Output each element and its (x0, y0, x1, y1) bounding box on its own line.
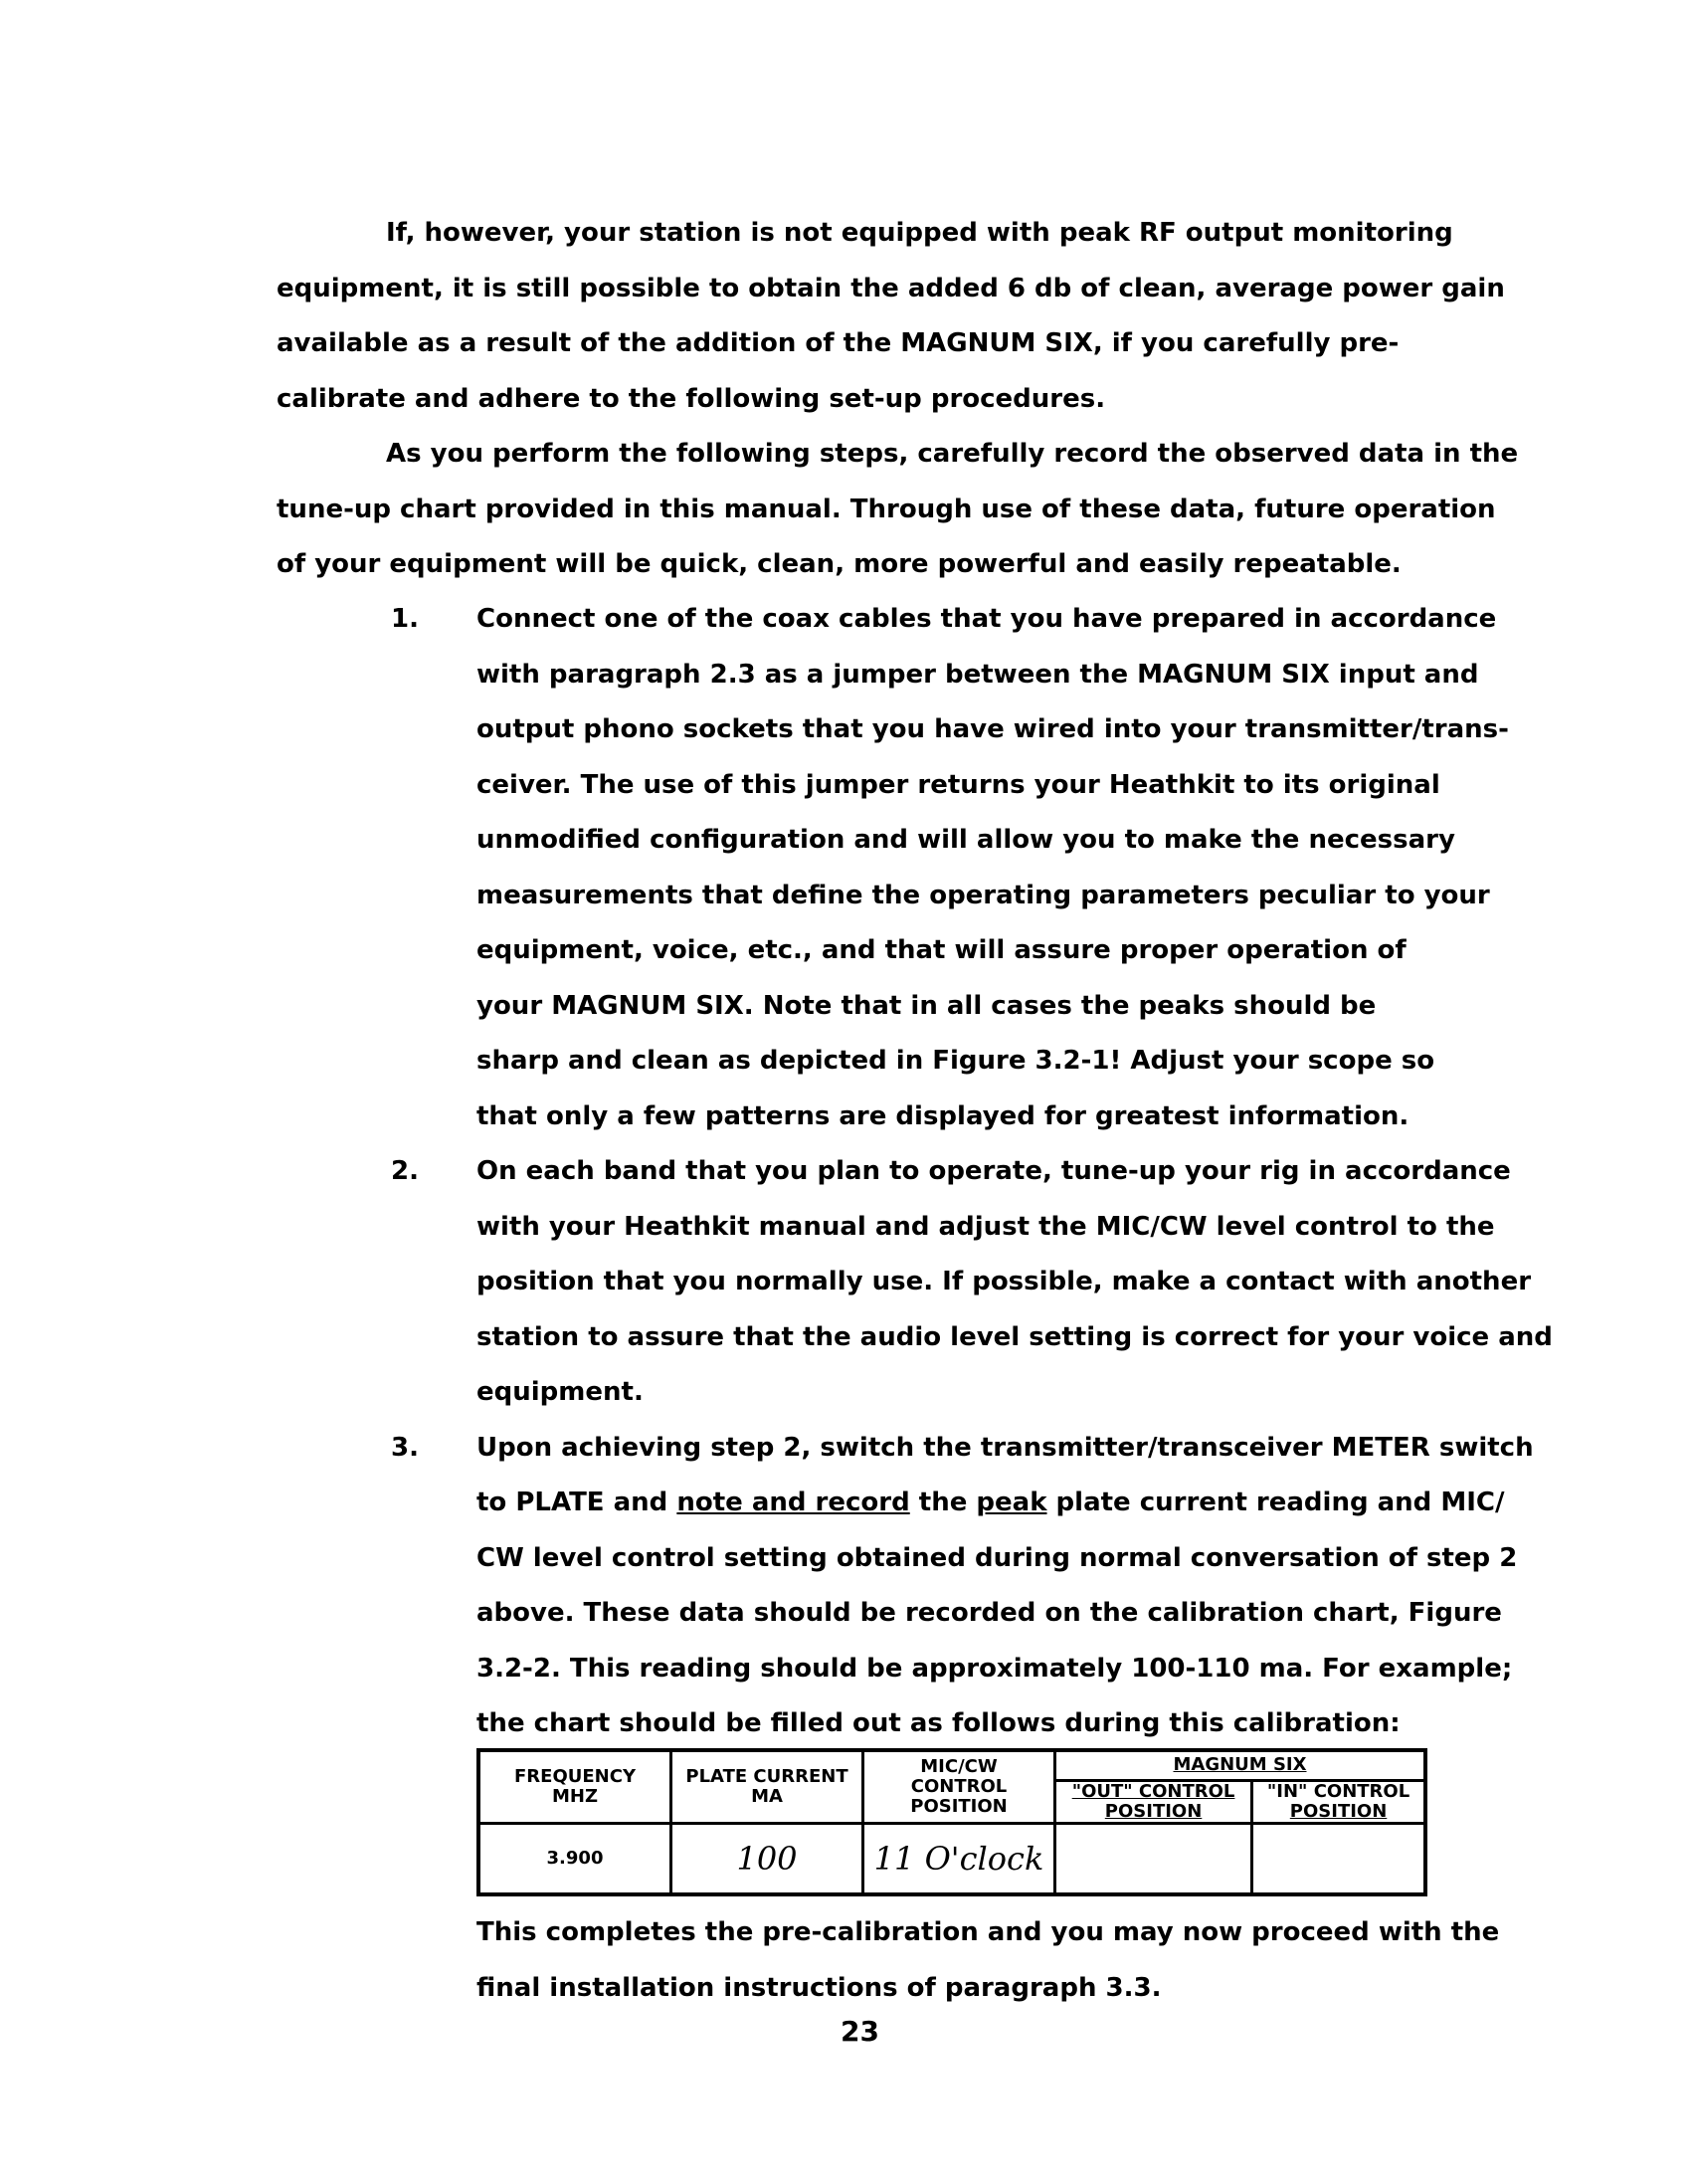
text-line: with your Heathkit manual and adjust the MIC/CW level control to the (476, 1211, 1495, 1242)
text-line: As you perform the following steps, carefully record the observed data in the (386, 439, 1519, 469)
underlined-text: note and record (676, 1488, 910, 1517)
header-text: CONTROL (910, 1775, 1008, 1797)
header-plate-current (671, 1750, 863, 1823)
header-text: POSITION (1104, 1800, 1203, 1822)
cell-frequency: 3.900 (478, 1823, 671, 1894)
text-line: unmodified configuration and will allow you to make the necessary (476, 825, 1455, 855)
calibration-chart (476, 1748, 1427, 1896)
text-line: station to assure that the audio level setting is correct for your voice and (476, 1321, 1553, 1352)
text-line: equipment. (476, 1377, 644, 1407)
text-line: equipment, it is still possible to obtain the added 6 db of clean, average power gain (277, 273, 1505, 303)
header-magnum-six: MAGNUM SIX (1055, 1750, 1426, 1780)
text-line: above. These data should be recorded on the calibration chart, Figure (476, 1598, 1502, 1628)
page-number: 23 (841, 2015, 879, 2048)
text-line: Upon achieving step 2, switch the transmitter/transceiver METER switch (476, 1432, 1534, 1463)
text-line: 3.2-2. This reading should be approximately 100-110 ma. For example; (476, 1653, 1513, 1684)
text-line: position that you normally use. If possible, make a contact with another (476, 1267, 1532, 1296)
cell-in-control (1252, 1823, 1425, 1894)
text-line: CW level control setting obtained during normal conversation of step 2 (476, 1542, 1518, 1573)
text-line: This completes the pre-calibration and you may now proceed with the (476, 1917, 1500, 1947)
header-text: POSITION (910, 1795, 1008, 1817)
text-line: of your equipment will be quick, clean, more powerful and easily repeatable. (277, 549, 1402, 579)
header-text: "OUT" CONTROL (1071, 1780, 1235, 1802)
closing-paragraph (476, 1905, 1499, 2016)
header-text: MA (751, 1785, 783, 1807)
text-line: equipment, voice, etc., and that will assure proper operation of (476, 935, 1407, 965)
text: the (909, 1488, 977, 1517)
cell-mic-cw: 11 O'clock (863, 1823, 1055, 1894)
header-text: PLATE CURRENT (685, 1765, 848, 1787)
header-frequency (478, 1750, 671, 1823)
header-in-control (1252, 1780, 1425, 1823)
text-line: final installation instructions of paragraph 3.3. (476, 1972, 1162, 2003)
text: to PLATE and (476, 1488, 677, 1517)
cell-plate-current: 100 (671, 1823, 863, 1894)
paragraph-intro (277, 206, 1518, 593)
cell-out-control (1055, 1823, 1252, 1894)
text-line: that only a few patterns are displayed for greatest information. (476, 1100, 1409, 1131)
text-line: On each band that you plan to operate, tune-up your rig in accordance (476, 1156, 1511, 1186)
text-line: ceiver. The use of this jumper returns your Heathkit to its original (476, 769, 1440, 800)
text-line: the chart should be filled out as follows during this calibration: (476, 1708, 1401, 1738)
header-text: FREQUENCY (514, 1765, 636, 1787)
step-number: 3. (391, 1432, 419, 1463)
steps-list (0, 592, 1691, 1752)
text-line: Connect one of the coax cables that you have prepared in accordance (476, 604, 1497, 634)
text-line: with paragraph 2.3 as a jumper between the MAGNUM SIX input and (476, 659, 1479, 690)
text-line (476, 1476, 1691, 1531)
text-line: your MAGNUM SIX. Note that in all cases the peaks should be (476, 990, 1377, 1021)
text-line: If, however, your station is not equipped with peak RF output monitoring (386, 218, 1453, 248)
text-line: available as a result of the addition of the MAGNUM SIX, if you carefully pre- (277, 328, 1400, 358)
text-line: measurements that define the operating parameters peculiar to your (476, 880, 1490, 910)
step-1 (0, 592, 1691, 1144)
step-2 (0, 1144, 1691, 1421)
header-text: POSITION (1289, 1800, 1388, 1822)
text-line: output phono sockets that you have wired into your transmitter/trans- (476, 714, 1509, 744)
underlined-text: peak (976, 1488, 1047, 1517)
header-mic-cw (863, 1750, 1055, 1823)
text-line: sharp and clean as depicted in Figure 3.2-1! Adjust your scope so (476, 1046, 1435, 1076)
header-text: "IN" CONTROL (1266, 1780, 1410, 1802)
text-line: tune-up chart provided in this manual. Through use of these data, future operation (277, 494, 1496, 524)
header-out-control (1055, 1780, 1252, 1823)
text: plate current reading and MIC/ (1046, 1488, 1505, 1517)
step-number: 2. (391, 1156, 419, 1186)
text-line: calibrate and adhere to the following set-up procedures. (277, 383, 1106, 414)
header-text: MHZ (551, 1785, 599, 1807)
header-text: MIC/CW (920, 1755, 998, 1777)
step-number: 1. (391, 604, 419, 634)
table-row (478, 1823, 1425, 1894)
step-3 (0, 1421, 1691, 1752)
